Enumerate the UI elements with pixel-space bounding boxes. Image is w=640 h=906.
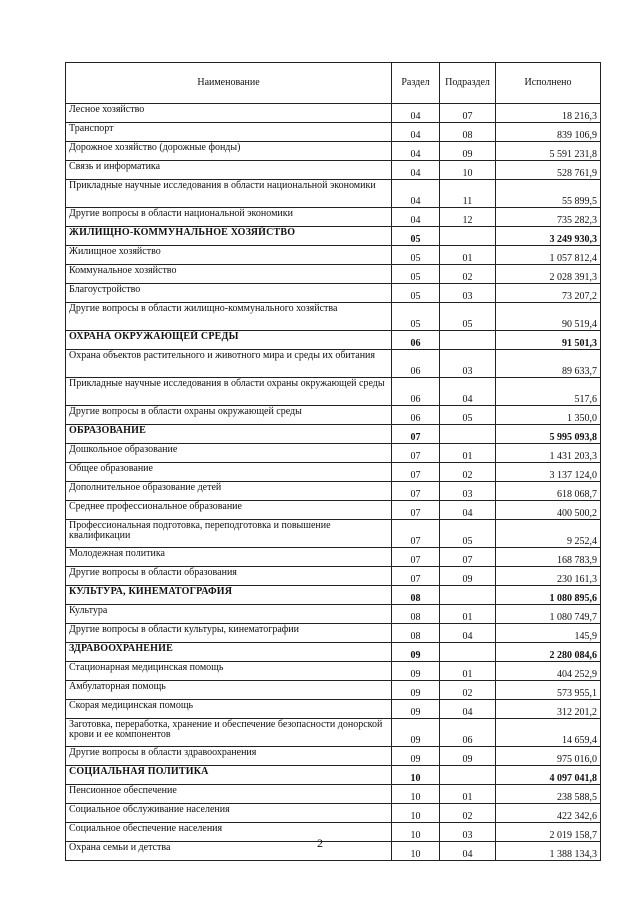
row-subsection-code: 10: [440, 161, 496, 180]
row-name: Социальное обслуживание населения: [66, 804, 392, 823]
table-row: [66, 785, 601, 804]
row-section-code: 07: [392, 463, 440, 482]
row-subsection-code: 09: [440, 747, 496, 766]
row-name: Среднее профессиональное образование: [66, 501, 392, 520]
row-subsection-code: [440, 331, 496, 350]
row-section-code: 04: [392, 104, 440, 123]
row-section-code: 08: [392, 624, 440, 643]
row-executed-value: 3 137 124,0: [496, 463, 601, 482]
row-section-code: 08: [392, 605, 440, 624]
header-name: Наименование: [66, 63, 392, 104]
row-name: Связь и информатика: [66, 161, 392, 180]
row-name: Транспорт: [66, 123, 392, 142]
row-name: Другие вопросы в области национальной экономики: [66, 208, 392, 227]
row-section-code: 06: [392, 378, 440, 406]
budget-table-container: [65, 62, 600, 861]
row-executed-value: 735 282,3: [496, 208, 601, 227]
row-name: Заготовка, переработка, хранение и обеспечение безопасности донорской крови и ее компонентов: [66, 719, 392, 747]
table-row: [66, 605, 601, 624]
table-row: [66, 482, 601, 501]
table-row: [66, 246, 601, 265]
row-name: ЖИЛИЩНО-КОММУНАЛЬНОЕ ХОЗЯЙСТВО: [66, 227, 392, 246]
table-row: [66, 567, 601, 586]
row-section-code: 06: [392, 331, 440, 350]
table-row: [66, 123, 601, 142]
row-subsection-code: 05: [440, 406, 496, 425]
table-row: [66, 444, 601, 463]
budget-table: [65, 62, 601, 861]
row-executed-value: 9 252,4: [496, 520, 601, 548]
row-name: Профессиональная подготовка, переподготовка и повышение квалификации: [66, 520, 392, 548]
row-section-code: 09: [392, 681, 440, 700]
row-section-code: 10: [392, 785, 440, 804]
table-body: [66, 104, 601, 861]
row-executed-value: 73 207,2: [496, 284, 601, 303]
row-executed-value: 90 519,4: [496, 303, 601, 331]
row-section-code: 07: [392, 501, 440, 520]
table-row: [66, 142, 601, 161]
table-row: [66, 747, 601, 766]
row-name: Дошкольное образование: [66, 444, 392, 463]
table-row: [66, 463, 601, 482]
row-subsection-code: 09: [440, 142, 496, 161]
row-name: Жилищное хозяйство: [66, 246, 392, 265]
row-subsection-code: 09: [440, 567, 496, 586]
row-section-code: 07: [392, 444, 440, 463]
table-row: [66, 303, 601, 331]
row-subsection-code: 05: [440, 303, 496, 331]
row-subsection-code: 06: [440, 719, 496, 747]
row-executed-value: 4 097 041,8: [496, 766, 601, 785]
row-name: Коммунальное хозяйство: [66, 265, 392, 284]
row-section-code: 07: [392, 567, 440, 586]
row-section-code: 10: [392, 766, 440, 785]
section-row: [66, 227, 601, 246]
row-section-code: 07: [392, 548, 440, 567]
row-subsection-code: 02: [440, 681, 496, 700]
row-name: Другие вопросы в области культуры, кинематографии: [66, 624, 392, 643]
row-subsection-code: 05: [440, 520, 496, 548]
row-subsection-code: 01: [440, 246, 496, 265]
row-section-code: 10: [392, 823, 440, 842]
row-name: Другие вопросы в области здравоохранения: [66, 747, 392, 766]
row-subsection-code: [440, 425, 496, 444]
row-section-code: 05: [392, 284, 440, 303]
row-section-code: 07: [392, 520, 440, 548]
row-subsection-code: 12: [440, 208, 496, 227]
row-executed-value: 91 501,3: [496, 331, 601, 350]
row-executed-value: 14 659,4: [496, 719, 601, 747]
row-subsection-code: 01: [440, 605, 496, 624]
table-row: [66, 719, 601, 747]
row-executed-value: 2 019 158,7: [496, 823, 601, 842]
table-row: [66, 180, 601, 208]
row-executed-value: 1 350,0: [496, 406, 601, 425]
row-section-code: 04: [392, 180, 440, 208]
section-row: [66, 586, 601, 605]
row-executed-value: 18 216,3: [496, 104, 601, 123]
row-name: Благоустройство: [66, 284, 392, 303]
row-subsection-code: 04: [440, 842, 496, 861]
row-name: Культура: [66, 605, 392, 624]
row-subsection-code: 03: [440, 482, 496, 501]
row-subsection-code: 02: [440, 463, 496, 482]
row-executed-value: 55 899,5: [496, 180, 601, 208]
row-subsection-code: 01: [440, 662, 496, 681]
row-subsection-code: 01: [440, 444, 496, 463]
row-name: ОБРАЗОВАНИЕ: [66, 425, 392, 444]
row-subsection-code: 04: [440, 501, 496, 520]
table-row: [66, 548, 601, 567]
section-row: [66, 766, 601, 785]
row-section-code: 08: [392, 586, 440, 605]
row-name: Прикладные научные исследования в области национальной экономики: [66, 180, 392, 208]
table-row: [66, 284, 601, 303]
table-header-row: [66, 63, 601, 104]
row-name: Общее образование: [66, 463, 392, 482]
row-executed-value: 5 995 093,8: [496, 425, 601, 444]
row-section-code: 04: [392, 208, 440, 227]
row-executed-value: 404 252,9: [496, 662, 601, 681]
row-executed-value: 168 783,9: [496, 548, 601, 567]
row-executed-value: 3 249 930,3: [496, 227, 601, 246]
row-subsection-code: [440, 227, 496, 246]
section-row: [66, 425, 601, 444]
row-section-code: 05: [392, 265, 440, 284]
row-subsection-code: 04: [440, 624, 496, 643]
table-row: [66, 378, 601, 406]
row-executed-value: 528 761,9: [496, 161, 601, 180]
row-section-code: 07: [392, 425, 440, 444]
row-executed-value: 2 280 084,6: [496, 643, 601, 662]
row-name: Скорая медицинская помощь: [66, 700, 392, 719]
row-section-code: 05: [392, 303, 440, 331]
row-name: Пенсионное обеспечение: [66, 785, 392, 804]
header-executed: Исполнено: [496, 63, 601, 104]
row-subsection-code: 02: [440, 265, 496, 284]
row-executed-value: 618 068,7: [496, 482, 601, 501]
row-section-code: 09: [392, 700, 440, 719]
row-name: Прикладные научные исследования в области охраны окружающей среды: [66, 378, 392, 406]
row-name: Дополнительное образование детей: [66, 482, 392, 501]
row-name: СОЦИАЛЬНАЯ ПОЛИТИКА: [66, 766, 392, 785]
row-section-code: 10: [392, 842, 440, 861]
row-name: КУЛЬТУРА, КИНЕМАТОГРАФИЯ: [66, 586, 392, 605]
section-row: [66, 331, 601, 350]
row-executed-value: 145,9: [496, 624, 601, 643]
row-executed-value: 975 016,0: [496, 747, 601, 766]
row-name: Охрана объектов растительного и животного мира и среды их обитания: [66, 350, 392, 378]
table-row: [66, 406, 601, 425]
row-name: Стационарная медицинская помощь: [66, 662, 392, 681]
row-section-code: 07: [392, 482, 440, 501]
row-section-code: 09: [392, 643, 440, 662]
table-row: [66, 161, 601, 180]
row-section-code: 09: [392, 719, 440, 747]
row-executed-value: 238 588,5: [496, 785, 601, 804]
row-subsection-code: 03: [440, 823, 496, 842]
row-subsection-code: 02: [440, 804, 496, 823]
row-subsection-code: 03: [440, 284, 496, 303]
row-subsection-code: 11: [440, 180, 496, 208]
row-executed-value: 1 431 203,3: [496, 444, 601, 463]
row-section-code: 10: [392, 804, 440, 823]
page-number: 2: [317, 836, 323, 850]
row-executed-value: 312 201,2: [496, 700, 601, 719]
table-row: [66, 804, 601, 823]
row-subsection-code: 01: [440, 785, 496, 804]
row-name: Социальное обеспечение населения: [66, 823, 392, 842]
row-executed-value: 400 500,2: [496, 501, 601, 520]
row-section-code: 04: [392, 123, 440, 142]
row-executed-value: 230 161,3: [496, 567, 601, 586]
table-row: [66, 208, 601, 227]
table-row: [66, 700, 601, 719]
row-executed-value: 2 028 391,3: [496, 265, 601, 284]
row-executed-value: 1 057 812,4: [496, 246, 601, 265]
table-row: [66, 350, 601, 378]
row-name: Дорожное хозяйство (дорожные фонды): [66, 142, 392, 161]
row-subsection-code: 07: [440, 104, 496, 123]
row-section-code: 04: [392, 142, 440, 161]
row-section-code: 04: [392, 161, 440, 180]
row-executed-value: 1 388 134,3: [496, 842, 601, 861]
row-subsection-code: [440, 766, 496, 785]
row-name: ОХРАНА ОКРУЖАЮЩЕЙ СРЕДЫ: [66, 331, 392, 350]
row-name: Молодежная политика: [66, 548, 392, 567]
row-name: Лесное хозяйство: [66, 104, 392, 123]
row-executed-value: 422 342,6: [496, 804, 601, 823]
header-subsection: Подраздел: [440, 63, 496, 104]
table-row: [66, 104, 601, 123]
row-subsection-code: [440, 586, 496, 605]
row-executed-value: 517,6: [496, 378, 601, 406]
row-name: Охрана семьи и детства: [66, 842, 392, 861]
row-name: ЗДРАВООХРАНЕНИЕ: [66, 643, 392, 662]
row-section-code: 09: [392, 747, 440, 766]
header-section: Раздел: [392, 63, 440, 104]
row-name: Другие вопросы в области охраны окружающей среды: [66, 406, 392, 425]
row-section-code: 06: [392, 350, 440, 378]
table-row: [66, 624, 601, 643]
table-row: [66, 681, 601, 700]
table-row: [66, 265, 601, 284]
row-executed-value: 1 080 895,6: [496, 586, 601, 605]
row-subsection-code: [440, 643, 496, 662]
row-name: Другие вопросы в области образования: [66, 567, 392, 586]
row-name: Амбулаторная помощь: [66, 681, 392, 700]
row-executed-value: 573 955,1: [496, 681, 601, 700]
row-executed-value: 1 080 749,7: [496, 605, 601, 624]
table-row: [66, 501, 601, 520]
row-executed-value: 89 633,7: [496, 350, 601, 378]
row-section-code: 06: [392, 406, 440, 425]
row-executed-value: 5 591 231,8: [496, 142, 601, 161]
row-subsection-code: 04: [440, 700, 496, 719]
row-subsection-code: 03: [440, 350, 496, 378]
row-section-code: 05: [392, 246, 440, 265]
row-subsection-code: 07: [440, 548, 496, 567]
table-row: [66, 520, 601, 548]
row-section-code: 09: [392, 662, 440, 681]
section-row: [66, 643, 601, 662]
row-subsection-code: 04: [440, 378, 496, 406]
row-subsection-code: 08: [440, 123, 496, 142]
row-executed-value: 839 106,9: [496, 123, 601, 142]
row-section-code: 05: [392, 227, 440, 246]
row-name: Другие вопросы в области жилищно-коммунального хозяйства: [66, 303, 392, 331]
table-row: [66, 662, 601, 681]
